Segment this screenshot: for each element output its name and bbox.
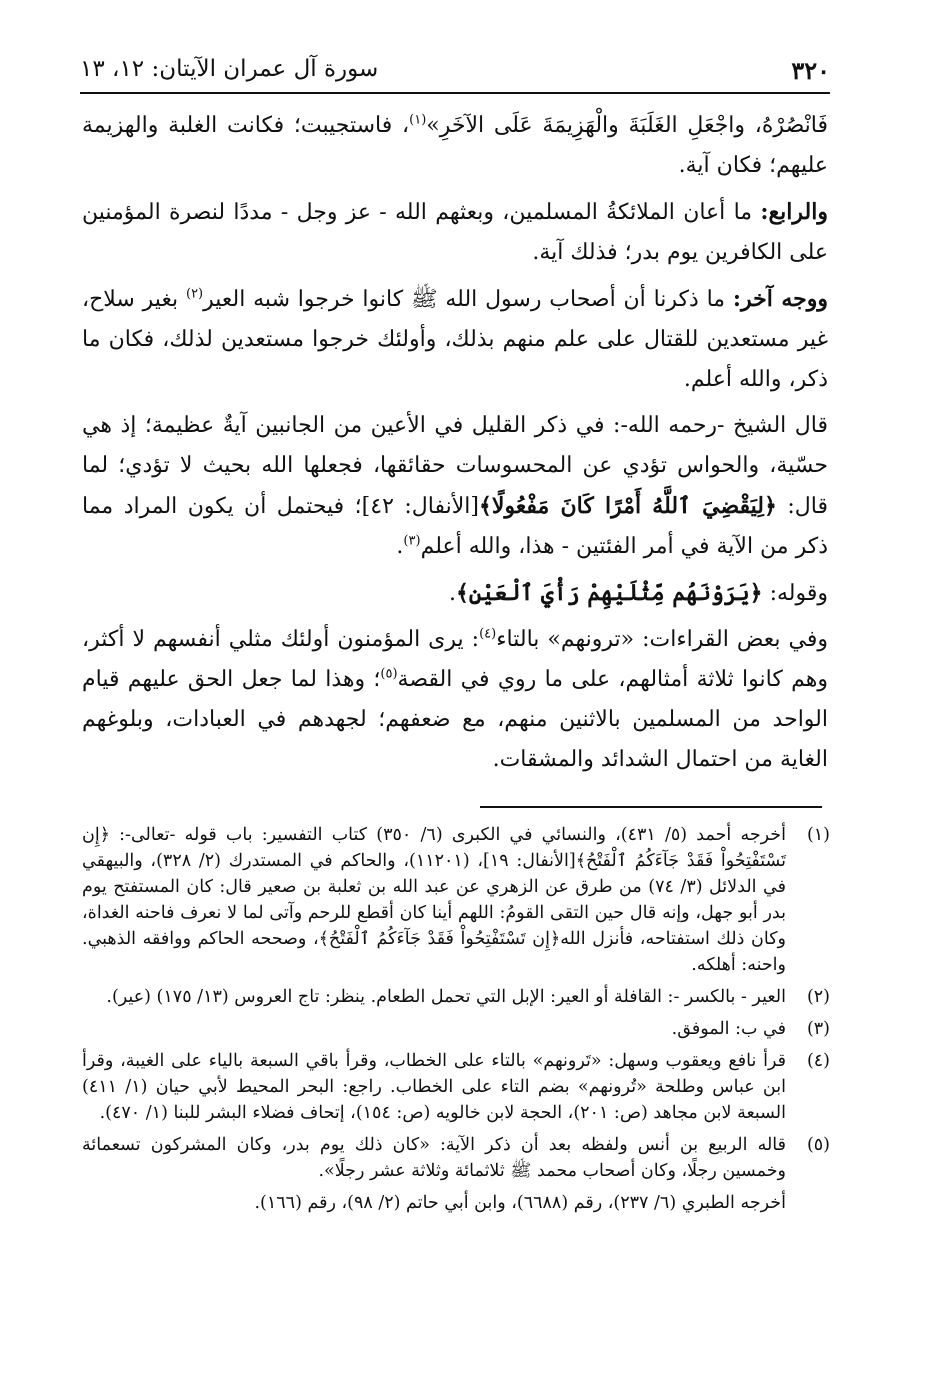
footnote (82, 1132, 830, 1184)
footnote-text: أخرجه أحمد (٥/ ٤٣١)، والنسائي في الكبرى (٦/ ٣٥٠) كتاب التفسير: باب قوله -تعالى-: ﴿إِن تَسْتَفْتِحُواْ فَقَدْ جَآءَكُمُ ٱلْفَتْحُ﴾[الأنفال: ١٩]، (١١٢٠١)، والحاكم في المستدرك (٢/ ٣٢٨)، والبيهقي في الدلائل (٣/ ٧٤) من طرق عن الزهري عن عبد الله بن ثعلبة بن صعير قال: كان المستفتح يوم بدر أبو جهل، وإنه قال حين التقى القومُ: اللهم أينا كان أقطع للرحم وآتى لما لا نعرف فاحنه الغداة، وكان ذلك استفتاحه، فأنزل الله﴿إِن تَسْتَفْتِحُواْ فَقَدْ جَآءَكُمُ ٱلْفَتْحُ﴾، وصححه الحاكم ووافقه الذهبي. واحنه: أهلكه. (82, 825, 786, 975)
paragraph-text: . (396, 534, 404, 559)
quran-verse: ﴿يَرَوْنَهُم مِّثْلَيْهِمْ رَأْيَ ٱلْعَيْنِ﴾ (456, 580, 763, 606)
paragraph (82, 106, 828, 186)
paragraph (82, 192, 828, 273)
paragraph (82, 406, 828, 567)
footnote-ref: (٢) (185, 286, 204, 302)
paragraph-text: ؛ وهذا لما جعل الحق عليهم قيام الواحد من المسلمين بالاثنين منهم، مع ضعفهم؛ لجهدهم في العبادات، وبلوغهم الغاية من احتمال الشدائد والمشقات. (82, 667, 828, 772)
footnote-text: قاله الربيع بن أنس ولفظه بعد أن ذكر الآية: «كان ذلك يوم بدر، وكان المشركون تسعمائة وخمسين رجلًا، وكان أصحاب محمد ﷺ ثلاثمائة وثلاثة عشر رجلًا». (82, 1135, 786, 1181)
paragraph-text: فَانْصُرْهُ، واجْعَلِ الغَلَبَةَ والْهَزِيمَةَ عَلَى الآخَرِ» (426, 113, 828, 138)
footnote-ref: (١) (409, 112, 427, 128)
footnote (82, 984, 830, 1010)
paragraph-text: قال الشيخ -رحمه الله-: في ذكر القليل في الأعين من الجانبين آيةٌ عظيمة؛ إذ هي حسّية، والحواس تؤدي عن المحسوسات حقائقها، فجعلها الله بحيث لا تؤدي؛ لما قال: (82, 413, 828, 519)
footnote-number: (٢) (806, 987, 830, 1007)
paragraph (82, 279, 828, 400)
footnote-text: في ب: الموفق. (671, 1019, 786, 1039)
footnote-ref: (٥) (380, 666, 398, 682)
page-number: ٣٢٠ (791, 56, 830, 85)
footnote-number: (٤) (806, 1051, 830, 1071)
footnote-number: (٥) (806, 1135, 830, 1155)
paragraph-text: ما ذكرنا أن أصحاب رسول الله ﷺ كانوا خرجوا شبه العير (203, 287, 733, 312)
footnote-number: (٣) (806, 1019, 830, 1039)
paragraph-text: [الأنفال: ٤٢]؛ فيحتمل أن يكون المراد مما ذكر من الآية في أمر الفئتين - هذا، والله أعلم (82, 494, 828, 559)
footnote (82, 822, 830, 978)
footnote-number: (١) (806, 825, 830, 845)
paragraph (82, 573, 828, 614)
paragraph-text: بغير سلاح، غير مستعدين للقتال على علم منهم بذلك، وأولئك خرجوا مستعدين لذلك، فكان ما ذكر، والله أعلم. (82, 287, 828, 392)
running-title: سورة آل عمران الآيتان: ١٢، ١٣ (80, 56, 379, 82)
paragraph-text: : يرى المؤمنون أولئك مثلي أنفسهم لا أكثر، وهم كانوا ثلاثة أمثالهم، على ما روي في القصة (82, 627, 828, 692)
footnote-divider (480, 806, 822, 808)
footnote (82, 1048, 830, 1126)
footnote-source: أخرجه الطبري (٦/ ٢٣٧)، رقم (٦٦٨٨)، وابن أبي حاتم (٢/ ٩٨)، رقم (١٦٦). (254, 1193, 786, 1213)
paragraph-text: . (449, 581, 456, 606)
footnote (82, 1016, 830, 1042)
footnote-ref: (٣) (403, 533, 421, 549)
paragraph (82, 620, 828, 780)
footnote-text: العير - بالكسر -: القافلة أو العير: الإبل التي تحمل الطعام. ينظر: تاج العروس (١٣/ ١٧٥) (عير). (106, 987, 786, 1007)
quran-verse: ﴿لِيَقْضِيَ ٱللَّهُ أَمْرًا كَانَ مَفْعُولًا﴾ (479, 493, 777, 519)
main-text (82, 106, 828, 786)
paragraph-text: وقوله: (762, 581, 828, 606)
page-header (80, 52, 830, 94)
paragraph-text: وفي بعض القراءات: «ترونهم» بالتاء (496, 627, 828, 652)
paragraph-text: ، فاستجيبت؛ فكانت الغلبة والهزيمة عليهم؛ فكان آية. (82, 113, 828, 178)
footnote-text: قرأ نافع ويعقوب وسهل: «تَرونهم» بالتاء على الخطاب، وقرأ باقي السبعة بالياء على الغيبة، وقرأ ابن عباس وطلحة «تُرونهم» بضم التاء على الخطاب. راجع: البحر المحيط لأبي حيان (١/ ٤١١) السبعة لابن مجاهد (ص: ٢٠١)، الحجة لابن خالويه (ص: ١٥٤)، إتحاف فضلاء البشر للبنا (١/ ٤٧٠). (82, 1051, 786, 1123)
paragraph-lead: والرابع: (760, 199, 828, 225)
footnote-ref: (٤) (479, 626, 497, 642)
footnotes (82, 822, 830, 1216)
paragraph-lead: ووجه آخر: (732, 286, 828, 312)
paragraph-text: ما أعان الملائكةُ المسلمين، وبعثهم الله - عز وجل - مددًا لنصرة المؤمنين على الكافرين يوم بدر؛ فذلك آية. (82, 200, 828, 265)
